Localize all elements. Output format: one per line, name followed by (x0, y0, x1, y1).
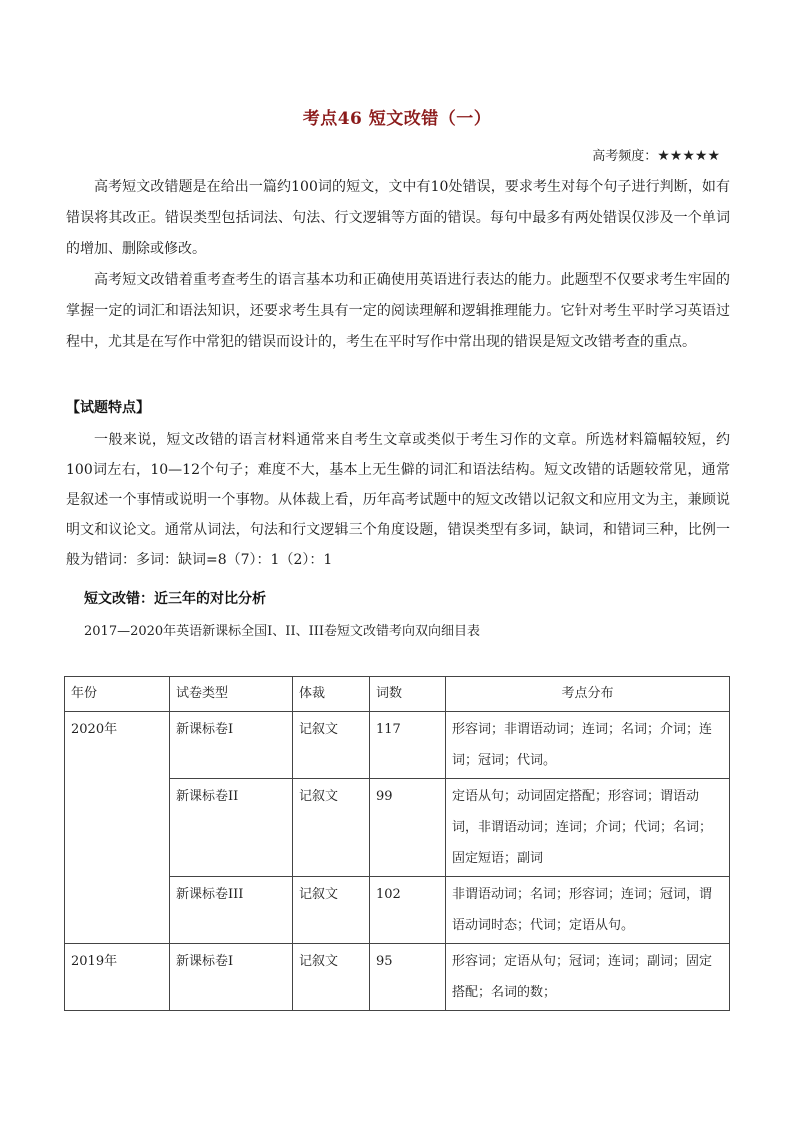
star-rating-icon: ★★★★★ (657, 148, 720, 164)
intro-paragraph-1: 高考短文改错题是在给出一篇约100词的短文，文中有10处错误，要求考生对每个句子进行判断，如有错误将其改正。错误类型包括词法、句法、行文逻辑等方面的错误。每句中最多有两处错误仅涉及一个单词的增加、删除或修改。 (66, 179, 730, 257)
page-title: 考点46 短文改错（一） (302, 109, 492, 129)
genre-cell: 记叙文 (293, 877, 370, 944)
genre-cell: 记叙文 (293, 779, 370, 877)
year-cell: 2020年 (65, 712, 170, 944)
genre-cell: 记叙文 (293, 944, 370, 1011)
comparison-subheading: 短文改错：近三年的对比分析 (84, 591, 266, 607)
paper-cell: 新课标卷I (170, 944, 293, 1011)
paper-cell: 新课标卷III (170, 877, 293, 944)
table-header-row (65, 677, 730, 712)
frequency-label: 高考频度： (592, 149, 658, 164)
section-heading-features: 【试题特点】 (66, 400, 150, 416)
points-cell: 形容词；定语从句；冠词；连词；副词；固定搭配；名词的数； (446, 944, 730, 1011)
exam-points-table (64, 676, 730, 1011)
paper-cell: 新课标卷II (170, 779, 293, 877)
header-points: 考点分布 (446, 677, 730, 712)
words-cell: 95 (370, 944, 446, 1011)
header-genre: 体裁 (293, 677, 370, 712)
intro-paragraph-2: 高考短文改错着重考查考生的语言基本功和正确使用英语进行表达的能力。此题型不仅要求考生牢固的掌握一定的词汇和语法知识，还要求考生具有一定的阅读理解和逻辑推理能力。它针对考生平时学习英语过程中，尤其是在写作中常犯的错误而设计的，考生在平时写作中常出现的错误是短文改错考查的重点。 (66, 272, 730, 350)
paper-cell: 新课标卷I (170, 712, 293, 779)
frequency-rating (592, 145, 720, 164)
words-cell: 117 (370, 712, 446, 779)
genre-cell: 记叙文 (293, 712, 370, 779)
year-cell: 2019年 (65, 944, 170, 1011)
header-year: 年份 (65, 677, 170, 712)
words-cell: 102 (370, 877, 446, 944)
features-paragraph: 一般来说，短文改错的语言材料通常来自考生文章或类似于考生习作的文章。所选材料篇幅较短，约100词左右，10—12个句子；难度不大，基本上无生僻的词汇和语法结构。短文改错的话题较常见，通常是叙述一个事情或说明一个事物。从体裁上看，历年高考试题中的短文改错以记叙文和应用文为主，兼顾说明文和议论文。通常从词法，句法和行文逻辑三个角度设题，错误类型有多词，缺词，和错词三种，比例一般为错词：多词：缺词=8（7）：1（2）：1 (66, 432, 730, 568)
table-row (65, 712, 730, 779)
points-cell: 定语从句；动词固定搭配；形容词；谓语动词，非谓语动词；连词；介词；代词；名词；固定短语；副词 (446, 779, 730, 877)
header-paper-type: 试卷类型 (170, 677, 293, 712)
points-cell: 形容词；非谓语动词；连词；名词；介词；连词；冠词；代词。 (446, 712, 730, 779)
words-cell: 99 (370, 779, 446, 877)
table-caption: 2017—2020年英语新课标全国I、II、III卷短文改错考向双向细目表 (84, 624, 480, 639)
header-word-count: 词数 (370, 677, 446, 712)
points-cell: 非谓语动词；名词；形容词；连词；冠词，谓语动词时态；代词；定语从句。 (446, 877, 730, 944)
table-row (65, 944, 730, 1011)
